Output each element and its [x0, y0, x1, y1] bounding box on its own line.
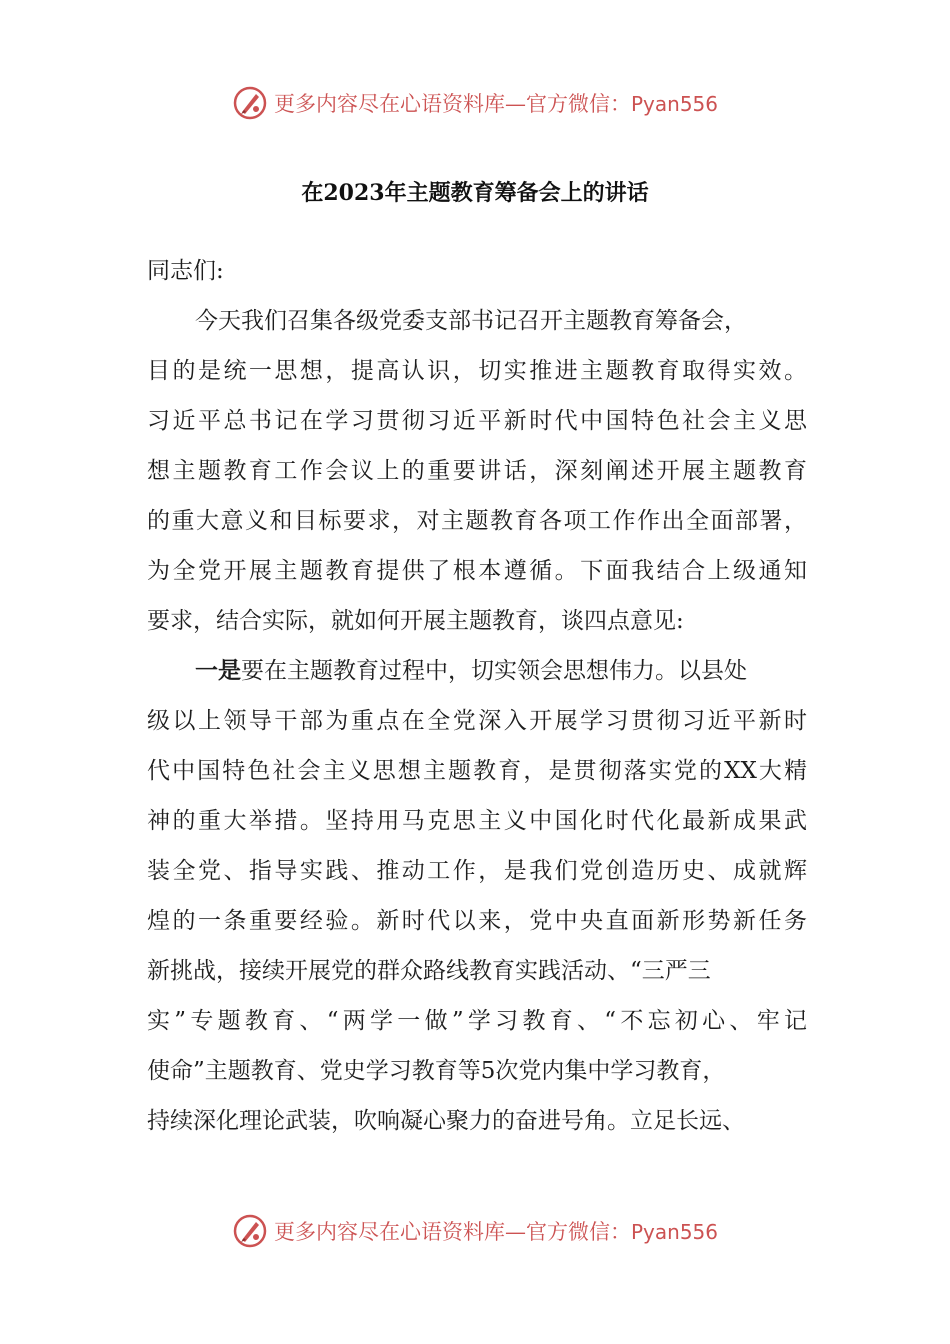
paragraph-2-first-rest: 要在主题教育过程中，切实领会思想伟力。以县处: [241, 658, 747, 684]
quill-pen-logo-icon: [232, 1213, 268, 1249]
document-body: [147, 246, 807, 1146]
paragraph-1-line-1: 今天我们召集各级党委支部书记召开主题教育筹备会，: [195, 308, 747, 334]
paragraph-2-line-1: [147, 646, 807, 696]
paragraph-1-line-5: 的重大意义和目标要求，对主题教育各项工作作出全面部署，: [147, 508, 807, 534]
quill-pen-logo-icon: [232, 85, 268, 121]
wechat-id: Pyan556: [630, 1220, 718, 1244]
salutation: 同志们:: [147, 258, 224, 284]
paragraph-2-line-7: 新挑战，接续开展党的群众路线教育实践活动、“三严三: [147, 958, 711, 984]
paragraph-1-line-4: 想主题教育工作会议上的重要讲话，深刻阐述开展主题教育: [147, 458, 807, 484]
paragraph-2-lead: 一是: [195, 657, 241, 684]
wechat-id: Pyan556: [630, 92, 718, 116]
watermark-text: 更多内容尽在心语资料库—官方微信：Pyan556: [273, 92, 718, 116]
watermark-text: 更多内容尽在心语资料库—官方微信：Pyan556: [273, 1220, 718, 1244]
paragraph-2-line-4: 神的重大举措。坚持用马克思主义中国化时代化最新成果武: [147, 808, 807, 834]
paragraph-1-line-6: 为全党开展主题教育提供了根本遵循。下面我结合上级通知: [147, 558, 807, 584]
paragraph-2-line-9: 使命”主题教育、党史学习教育等5次党内集中学习教育，: [147, 1058, 726, 1084]
paragraph-1-line-3: 习近平总书记在学习贯彻习近平新时代中国特色社会主义思: [147, 408, 807, 434]
paragraph-2-line-2: 级以上领导干部为重点在全党深入开展学习贯彻习近平新时: [147, 708, 807, 734]
paragraph-1-line-2: 目的是统一思想，提高认识，切实推进主题教育取得实效。: [147, 358, 807, 384]
document-title: 在2023年主题教育筹备会上的讲话: [301, 180, 649, 206]
paragraph-2-line-10: 持续深化理论武装，吹响凝心聚力的奋进号角。立足长远、: [147, 1108, 745, 1134]
watermark-banner-bottom: [0, 1206, 950, 1256]
paragraph-1-line-7: 要求，结合实际，就如何开展主题教育，谈四点意见:: [147, 608, 684, 634]
paragraph-2-line-3: 代中国特色社会主义思想主题教育，是贯彻落实党的XX大精: [147, 758, 807, 784]
paragraph-2-line-6: 煌的一条重要经验。新时代以来，党中央直面新形势新任务: [147, 908, 807, 934]
paragraph-2-line-5: 装全党、指导实践、推动工作，是我们党创造历史、成就辉: [147, 858, 807, 884]
watermark-banner-top: [0, 78, 950, 128]
paragraph-2-line-8: 实”专题教育、“两学一做”学习教育、“不忘初心、牢记: [147, 1008, 807, 1034]
